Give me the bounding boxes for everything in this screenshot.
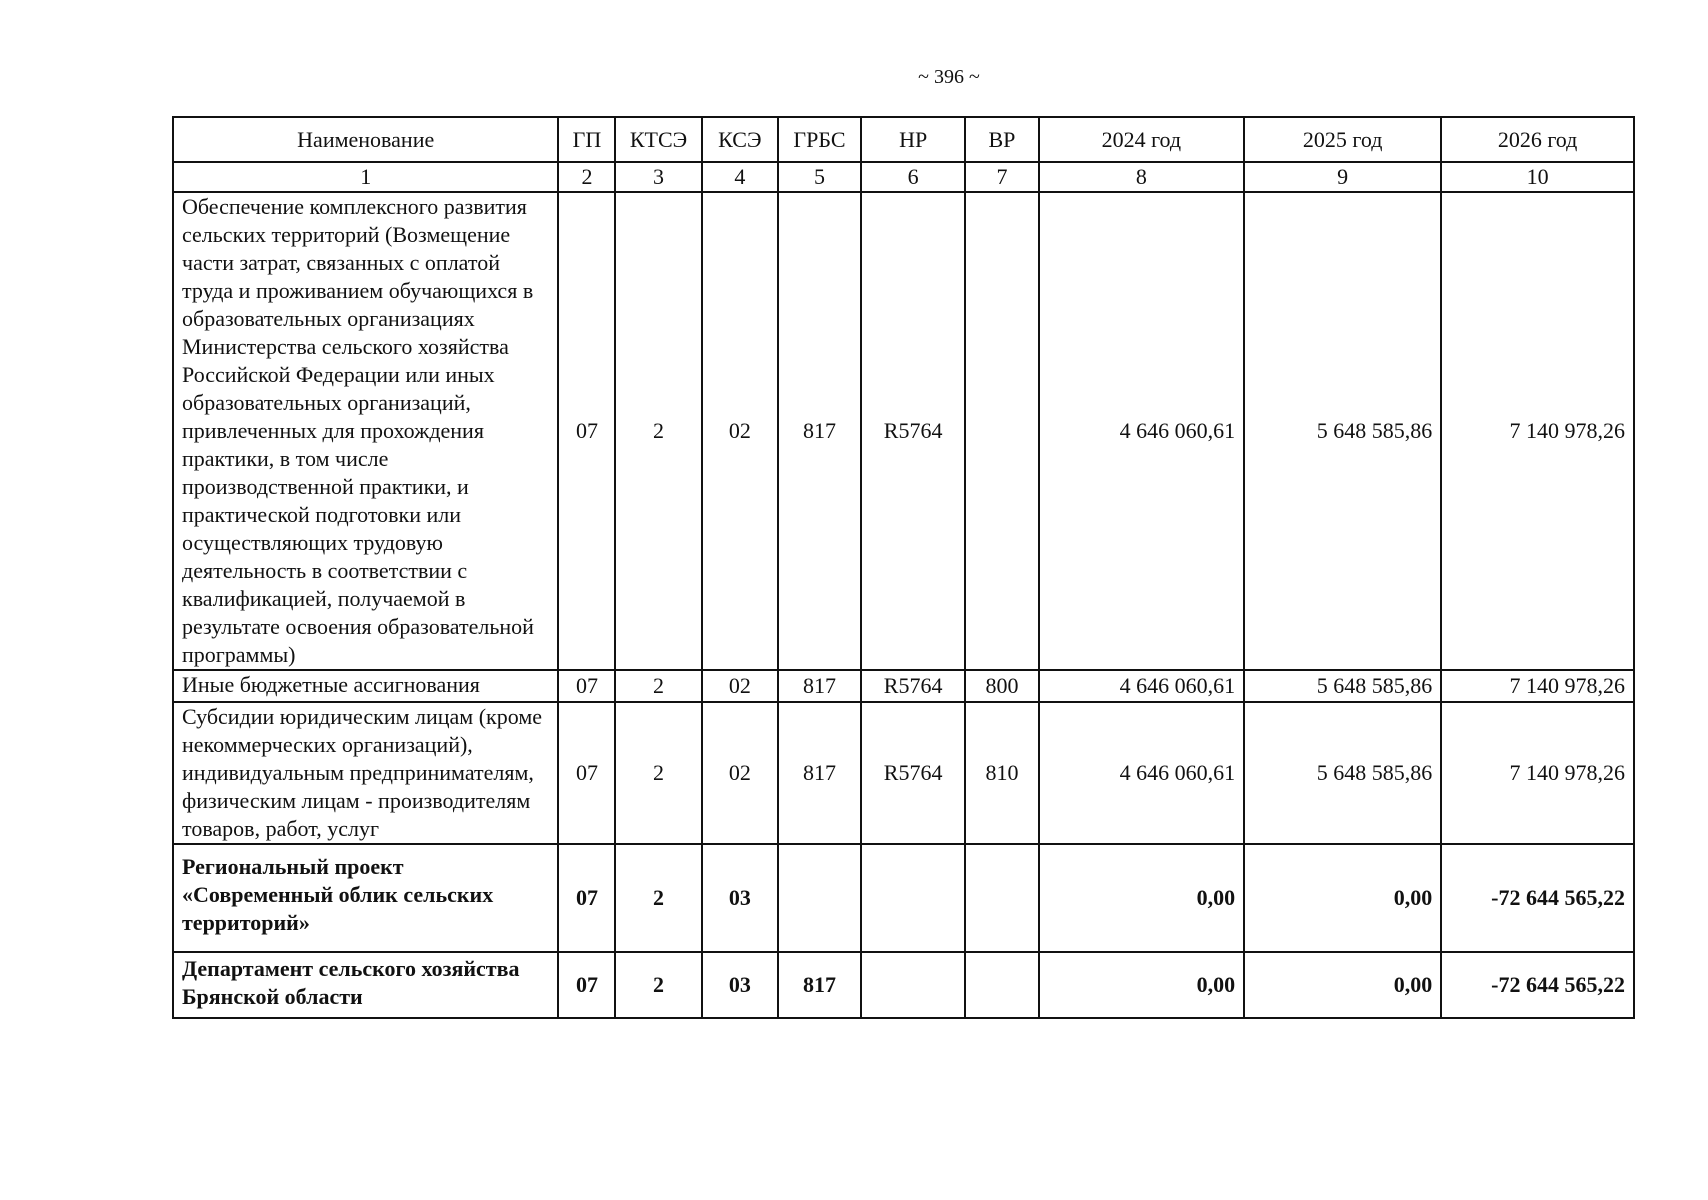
cell-2024: 4 646 060,61 xyxy=(1039,702,1245,844)
cell-vr: 810 xyxy=(965,702,1038,844)
column-number: 5 xyxy=(778,162,861,192)
cell-grbs: 817 xyxy=(778,702,861,844)
cell-kse: 02 xyxy=(702,670,778,702)
cell-kse: 02 xyxy=(702,192,778,670)
header-gp: ГП xyxy=(558,117,615,162)
cell-2025: 5 648 585,86 xyxy=(1244,192,1441,670)
column-number: 1 xyxy=(173,162,558,192)
column-number: 3 xyxy=(615,162,701,192)
cell-gp: 07 xyxy=(558,844,615,952)
cell-2026: -72 644 565,22 xyxy=(1441,844,1634,952)
row-name: Региональный проект «Современный облик сельских территорий» xyxy=(173,844,558,952)
cell-grbs: 817 xyxy=(778,192,861,670)
header-nr: НР xyxy=(861,117,965,162)
row-name: Департамент сельского хозяйства Брянской области xyxy=(173,952,558,1018)
cell-kse: 03 xyxy=(702,952,778,1018)
cell-vr xyxy=(965,844,1038,952)
cell-kse: 03 xyxy=(702,844,778,952)
cell-vr: 800 xyxy=(965,670,1038,702)
cell-nr: R5764 xyxy=(861,702,965,844)
cell-grbs: 817 xyxy=(778,670,861,702)
header-name: Наименование xyxy=(173,117,558,162)
cell-2026: -72 644 565,22 xyxy=(1441,952,1634,1018)
table-row xyxy=(173,952,1634,1018)
table-row xyxy=(173,702,1634,844)
header-grbs: ГРБС xyxy=(778,117,861,162)
cell-2026: 7 140 978,26 xyxy=(1441,670,1634,702)
cell-2024: 4 646 060,61 xyxy=(1039,192,1245,670)
cell-nr: R5764 xyxy=(861,670,965,702)
column-number: 6 xyxy=(861,162,965,192)
table-row xyxy=(173,192,1634,670)
cell-ktse: 2 xyxy=(615,192,701,670)
header-2026: 2026 год xyxy=(1441,117,1634,162)
column-number: 8 xyxy=(1039,162,1245,192)
cell-2024: 0,00 xyxy=(1039,952,1245,1018)
budget-table xyxy=(172,116,1635,1019)
column-number-row xyxy=(173,162,1634,192)
header-row xyxy=(173,117,1634,162)
cell-2025: 5 648 585,86 xyxy=(1244,670,1441,702)
header-kse: КСЭ xyxy=(702,117,778,162)
column-number: 7 xyxy=(965,162,1038,192)
cell-nr xyxy=(861,844,965,952)
cell-gp: 07 xyxy=(558,702,615,844)
cell-2025: 5 648 585,86 xyxy=(1244,702,1441,844)
cell-ktse: 2 xyxy=(615,670,701,702)
header-ktse: КТСЭ xyxy=(615,117,701,162)
cell-2024: 0,00 xyxy=(1039,844,1245,952)
column-number: 2 xyxy=(558,162,615,192)
cell-grbs: 817 xyxy=(778,952,861,1018)
table-row xyxy=(173,844,1634,952)
cell-2026: 7 140 978,26 xyxy=(1441,192,1634,670)
cell-gp: 07 xyxy=(558,670,615,702)
cell-ktse: 2 xyxy=(615,952,701,1018)
cell-ktse: 2 xyxy=(615,702,701,844)
row-name: Иные бюджетные ассигнования xyxy=(173,670,558,702)
column-number: 10 xyxy=(1441,162,1634,192)
row-name: Обеспечение комплексного развития сельских территорий (Возмещение части затрат, связанных с оплатой труда и проживанием обучающихся в образовательных организациях Министерства сельского хозяйства Российской Федерации или иных образовательных организаций, привлеченных для прохождения практики, в том числе производственной практики, и практической подготовки или осуществляющих трудовую деятельность в соответствии с квалификацией, получаемой в результате освоения образовательной программы) xyxy=(173,192,558,670)
cell-nr: R5764 xyxy=(861,192,965,670)
header-vr: ВР xyxy=(965,117,1038,162)
cell-2026: 7 140 978,26 xyxy=(1441,702,1634,844)
cell-vr xyxy=(965,952,1038,1018)
cell-nr xyxy=(861,952,965,1018)
cell-vr xyxy=(965,192,1038,670)
cell-ktse: 2 xyxy=(615,844,701,952)
table-row xyxy=(173,670,1634,702)
cell-grbs xyxy=(778,844,861,952)
header-2024: 2024 год xyxy=(1039,117,1245,162)
column-number: 9 xyxy=(1244,162,1441,192)
page-number: ~ 396 ~ xyxy=(918,66,980,88)
header-2025: 2025 год xyxy=(1244,117,1441,162)
cell-kse: 02 xyxy=(702,702,778,844)
row-name: Субсидии юридическим лицам (кроме некоммерческих организаций), индивидуальным предпринимателям, физическим лицам - производителям товаров, работ, услуг xyxy=(173,702,558,844)
cell-gp: 07 xyxy=(558,952,615,1018)
cell-gp: 07 xyxy=(558,192,615,670)
cell-2025: 0,00 xyxy=(1244,844,1441,952)
cell-2024: 4 646 060,61 xyxy=(1039,670,1245,702)
column-number: 4 xyxy=(702,162,778,192)
cell-2025: 0,00 xyxy=(1244,952,1441,1018)
